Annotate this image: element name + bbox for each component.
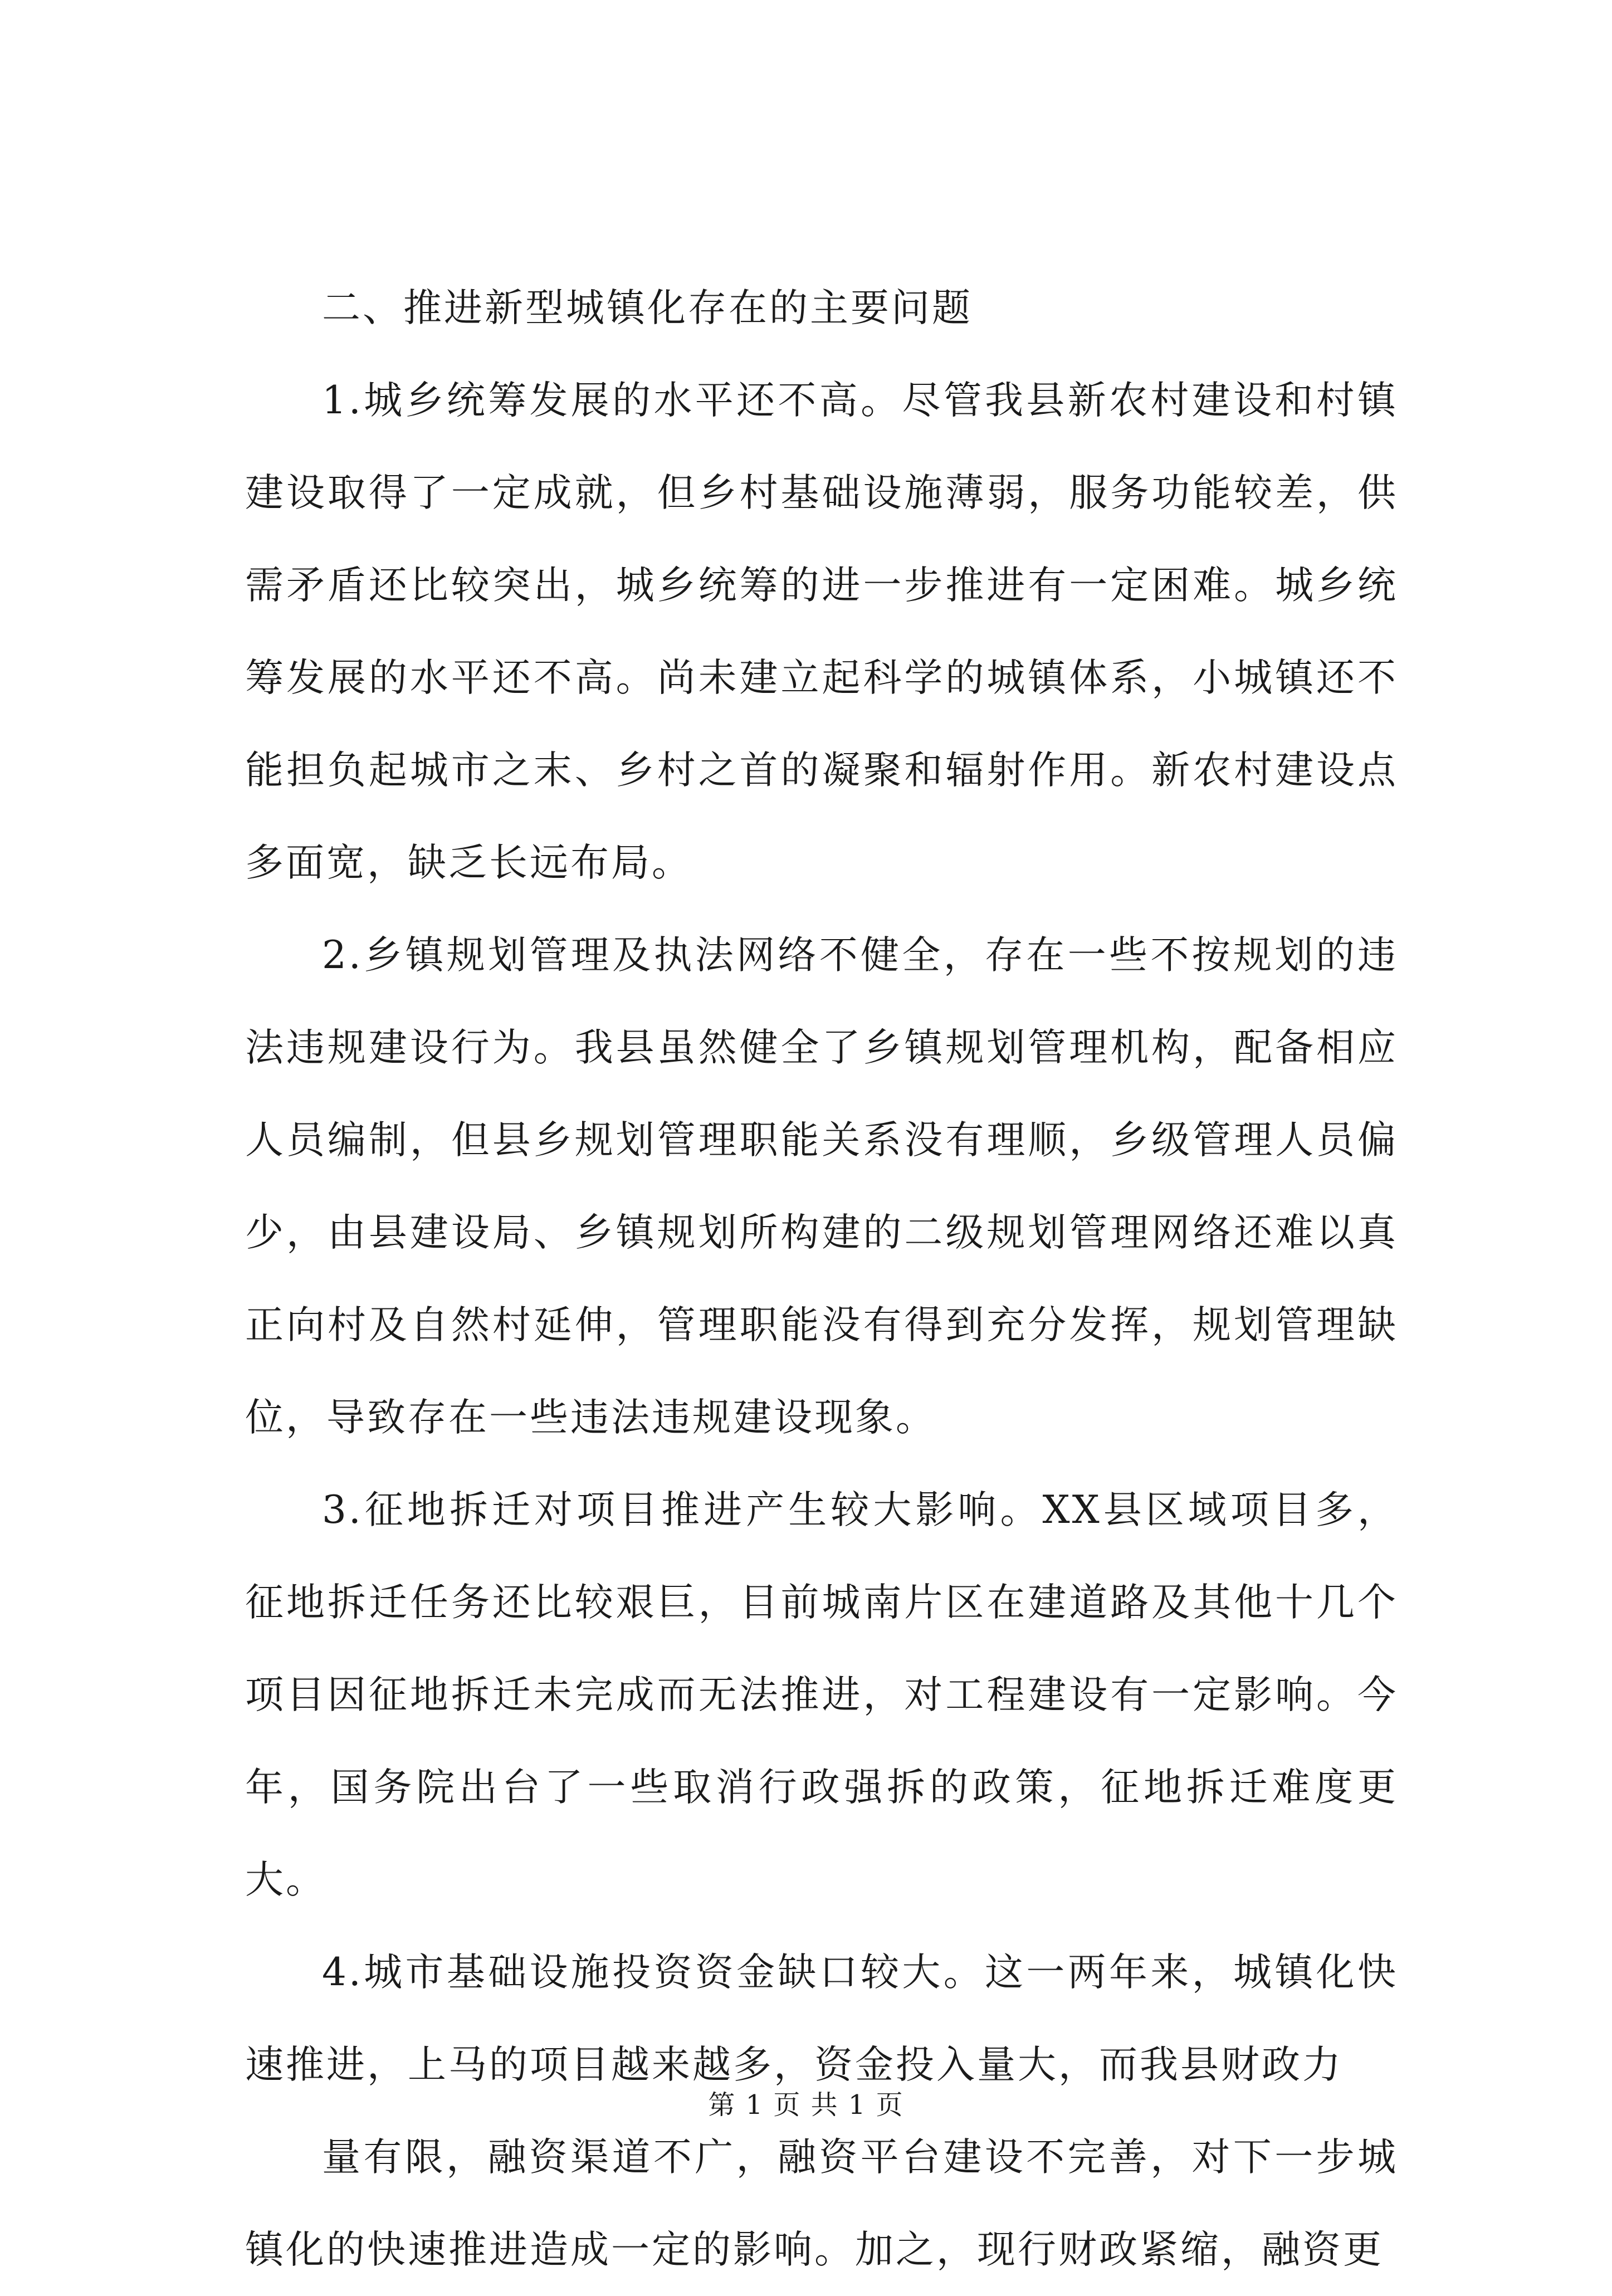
section-heading: 二、推进新型城镇化存在的主要问题 [322,286,973,330]
document-body [245,262,1398,2296]
paragraph-3: 3.征地拆迁对项目推进产生较大影响。XX县区域项目多，征地拆迁任务还比较艰巨，目前城南片区在建道路及其他十几个项目因征地拆迁未完成而无法推进，对工程建设有一定影响。今年，国务院出台了一些取消行政强拆的政策，征地拆迁难度更大。 [245,1488,1398,1902]
paragraph-4: 4.城市基础设施投资资金缺口较大。这一两年来，城镇化快速推进，上马的项目越来越多，资金投入量大，而我县财政力 [245,1950,1398,2087]
page-number-footer: 第 1 页 共 1 页 [708,2089,904,2121]
paragraph-1: 1.城乡统筹发展的水平还不高。尽管我县新农村建设和村镇建设取得了一定成就，但乡村基础设施薄弱，服务功能较差，供需矛盾还比较突出，城乡统筹的进一步推进有一定困难。城乡统筹发展的水平还不高。尚未建立起科学的城镇体系，小城镇还不能担负起城市之末、乡村之首的凝聚和辐射作用。新农村建设点多面宽，缺乏长远布局。 [245,378,1398,885]
paragraph-2: 2.乡镇规划管理及执法网络不健全，存在一些不按规划的违法违规建设行为。我县虽然健全了乡镇规划管理机构，配备相应人员编制，但县乡规划管理职能关系没有理顺，乡级管理人员偏少，由县建设局、乡镇规划所构建的二级规划管理网络还难以真正向村及自然村延伸，管理职能没有得到充分发挥，规划管理缺位，导致存在一些违法违规建设现象。 [245,933,1398,1440]
paragraph-5: 量有限，融资渠道不广，融资平台建设不完善，对下一步城镇化的快速推进造成一定的影响。加之，现行财政紧缩，融资更 [245,2135,1398,2272]
